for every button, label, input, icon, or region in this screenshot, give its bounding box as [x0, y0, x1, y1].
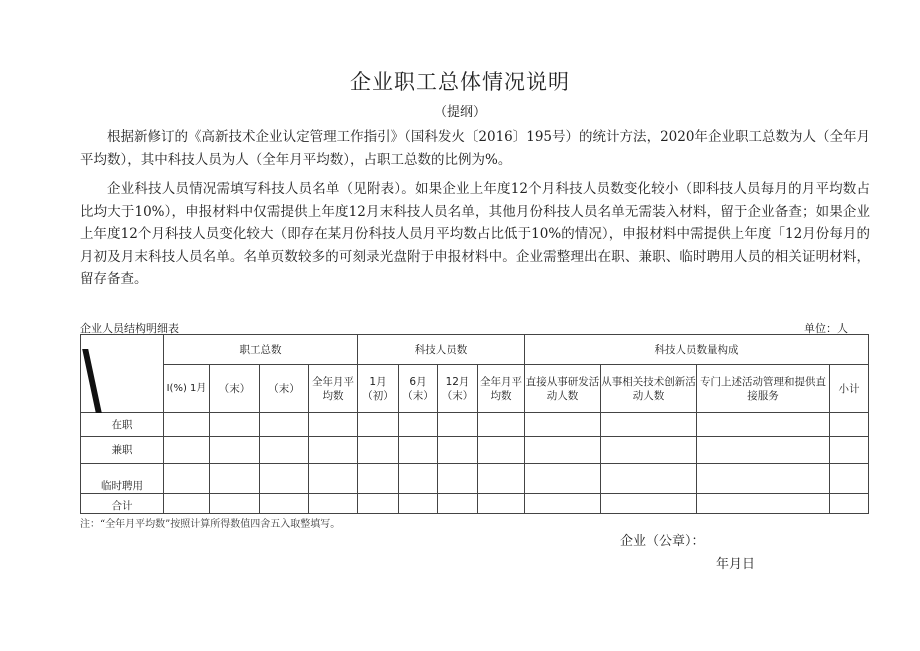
table-cell[interactable]	[830, 413, 869, 437]
subheader-col6: 6月（末）	[399, 365, 438, 413]
date-label: 年月日	[716, 557, 756, 572]
table-row	[81, 464, 869, 494]
table-cell[interactable]	[438, 464, 478, 494]
table-cell[interactable]	[438, 494, 478, 514]
table-cell[interactable]	[601, 413, 697, 437]
row-label-total: 合计	[81, 494, 164, 514]
row-label-parttime: 兼职	[81, 437, 164, 464]
table-cell[interactable]	[525, 464, 601, 494]
subheader-col9: 直接从事研发活动人数	[525, 365, 601, 413]
subheader-col4: 全年月平均数	[309, 365, 358, 413]
subheader-col8: 全年月平均数	[478, 365, 525, 413]
corner-cell	[81, 335, 164, 413]
table-cell[interactable]	[309, 413, 358, 437]
table-cell[interactable]	[830, 464, 869, 494]
subheader-col12: 小计	[830, 365, 869, 413]
table-row	[81, 494, 869, 514]
document-title: 企业职工总体情况说明	[350, 70, 570, 94]
table-cell[interactable]	[164, 437, 210, 464]
subheader-col5: 1月（初）	[358, 365, 399, 413]
table-cell[interactable]	[601, 464, 697, 494]
header-tech-composition: 科技人员数量构成	[525, 335, 869, 365]
paragraph-tech-staff-requirements: 企业科技人员情况需填写科技人员名单（见附表）。如果企业上年度12个月科技人员数变化较小（即科技人员每月的月平均数占比均大于10%），申报材料中仅需提供上年度12月末科技人员名单，其他月份科技人员名单无需装入材料，留于企业备查；如果企业上年度12个月科技人员变化较大（即存在某月份科技人员月平均数占比低于10%的情况），申报材料中需提供上年度「12月份每月的月初及月末科技人员名单。名单页数较多的可刻录光盘附于申报材料中。企业需整理出在职、兼职、临时聘用人员的相关证明材料，留存备查。	[80, 181, 870, 287]
staff-structure-table	[80, 334, 869, 514]
table-cell[interactable]	[399, 437, 438, 464]
table-cell[interactable]	[260, 437, 309, 464]
table-cell[interactable]	[478, 437, 525, 464]
table-cell[interactable]	[309, 437, 358, 464]
table-cell[interactable]	[478, 413, 525, 437]
table-cell[interactable]	[697, 413, 830, 437]
table-cell[interactable]	[210, 494, 260, 514]
subheader-col7: 12月（末）	[438, 365, 478, 413]
table-cell[interactable]	[358, 437, 399, 464]
table-cell[interactable]	[478, 464, 525, 494]
table-cell[interactable]	[438, 413, 478, 437]
subheader-col3: （末）	[260, 365, 309, 413]
table-cell[interactable]	[210, 464, 260, 494]
header-tech-staff: 科技人员数	[358, 335, 525, 365]
table-cell[interactable]	[309, 494, 358, 514]
table-cell[interactable]	[260, 494, 309, 514]
row-label-temporary: 临时聘用	[81, 464, 164, 494]
table-cell[interactable]	[697, 437, 830, 464]
table-note: 注：“全年月平均数”按照计算所得数值四舍五入取整填写。	[80, 519, 341, 530]
table-cell[interactable]	[358, 413, 399, 437]
table-cell[interactable]	[399, 464, 438, 494]
paragraph-staff-summary: 根据新修订的《高新技术企业认定管理工作指引》（国科发火〔2016〕195号）的统计方法，2020年企业职工总数为人（全年月平均数），其中科技人员为人（全年月平均数），占职工总数的比例为%。	[80, 129, 870, 168]
table-cell[interactable]	[260, 464, 309, 494]
company-seal-label: 企业（公章）：	[620, 534, 705, 549]
table-row	[81, 413, 869, 437]
table-cell[interactable]	[260, 413, 309, 437]
table-cell[interactable]	[697, 464, 830, 494]
table-cell[interactable]	[830, 494, 869, 514]
table-cell[interactable]	[697, 494, 830, 514]
table-cell[interactable]	[358, 494, 399, 514]
header-total-staff: 职工总数	[164, 335, 358, 365]
subheader-col11: 专门上述活动管理和提供直接服务	[697, 365, 830, 413]
table-cell[interactable]	[525, 413, 601, 437]
diagonal-slash-mark	[82, 349, 102, 413]
table-cell[interactable]	[164, 464, 210, 494]
table-cell[interactable]	[210, 437, 260, 464]
row-label-fulltime: 在职	[81, 413, 164, 437]
document-subtitle: （提纲）	[433, 105, 486, 120]
table-unit: 单位：人	[804, 322, 848, 335]
table-cell[interactable]	[164, 413, 210, 437]
table-cell[interactable]	[601, 437, 697, 464]
table-cell[interactable]	[438, 437, 478, 464]
table-cell[interactable]	[399, 413, 438, 437]
subheader-col10: 从事相关技术创新活动人数	[601, 365, 697, 413]
table-cell[interactable]	[309, 464, 358, 494]
subheader-col1: I(%) 1月	[164, 365, 210, 413]
subheader-col2: （末）	[210, 365, 260, 413]
table-cell[interactable]	[601, 494, 697, 514]
table-cell[interactable]	[358, 464, 399, 494]
table-cell[interactable]	[164, 494, 210, 514]
table-cell[interactable]	[478, 494, 525, 514]
table-caption: 企业人员结构明细表	[80, 322, 179, 335]
table-cell[interactable]	[210, 413, 260, 437]
table-cell[interactable]	[399, 494, 438, 514]
table-cell[interactable]	[525, 494, 601, 514]
table-row	[81, 437, 869, 464]
table-cell[interactable]	[525, 437, 601, 464]
table-cell[interactable]	[830, 437, 869, 464]
